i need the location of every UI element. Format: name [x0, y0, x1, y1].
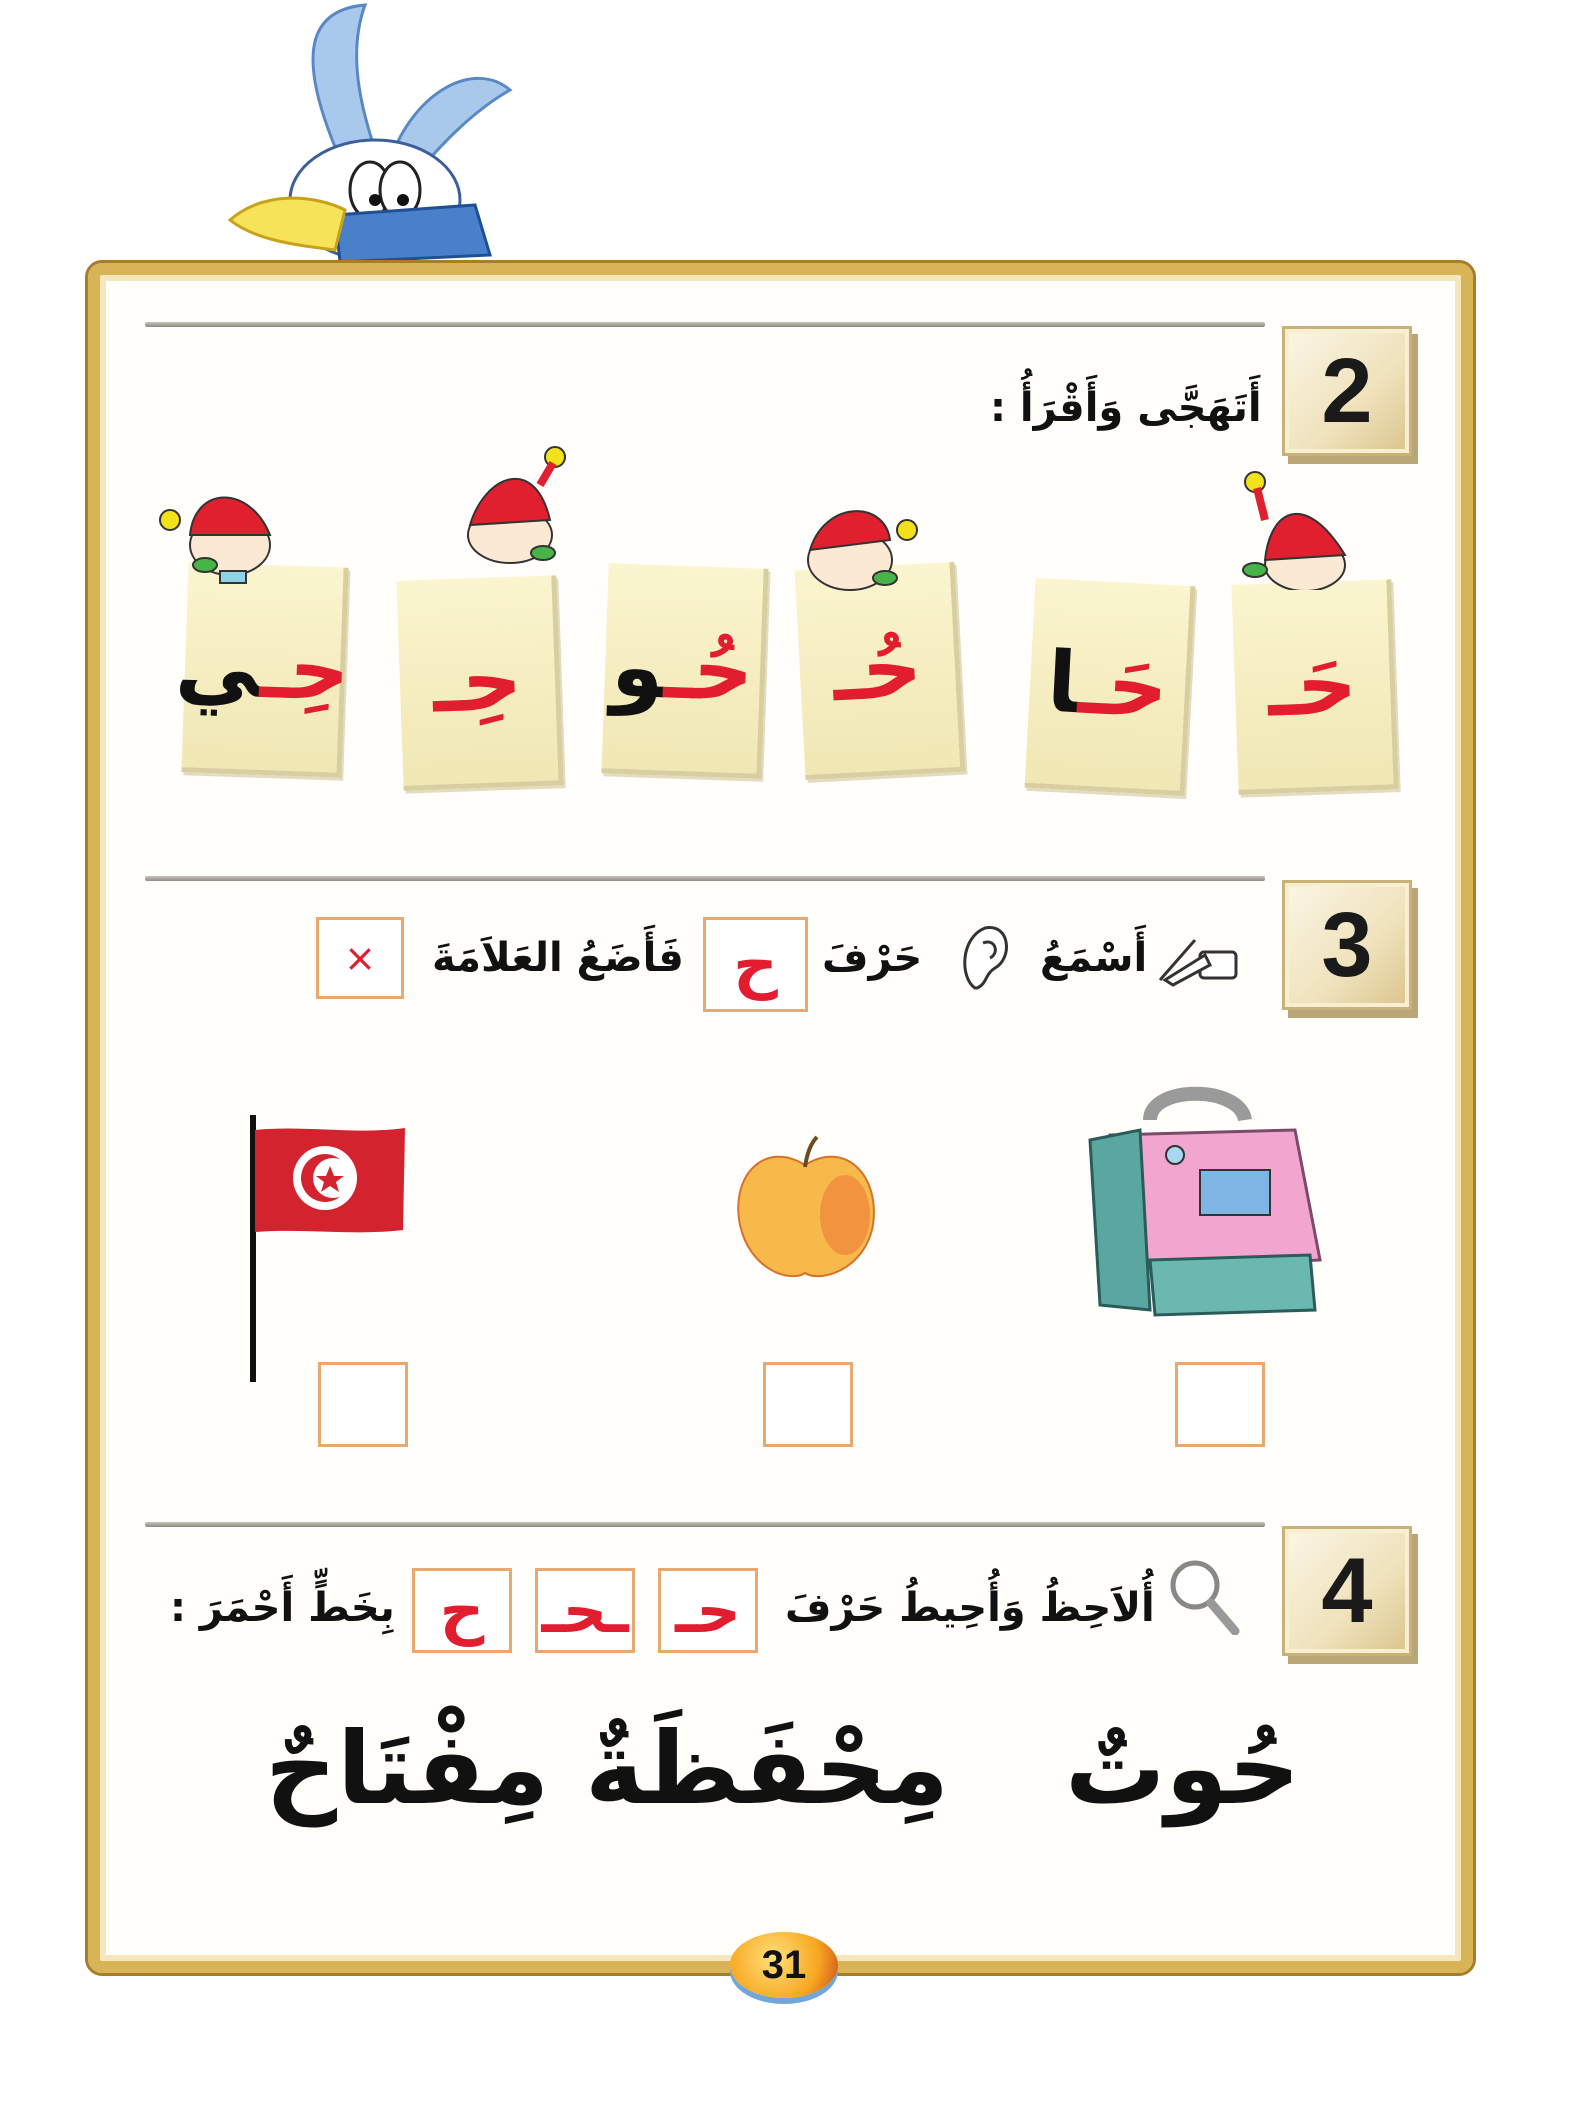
- flag-checkbox[interactable]: [318, 1362, 408, 1447]
- section-4-color-label: بِخَطٍّ أَحْمَرَ :: [170, 1585, 395, 1631]
- syllable-vowel: و: [609, 616, 667, 717]
- section-2-instruction: أَتَهَجَّى وَأَقْرَأُ :: [990, 385, 1262, 431]
- syllable-letter: حَـ: [1076, 633, 1171, 737]
- syllable-letter: حُـ: [830, 617, 925, 720]
- gnome-icon: [455, 445, 585, 565]
- syllable-letter: حُـ: [662, 618, 756, 720]
- practice-word: حُوتٌ: [1065, 1710, 1301, 1827]
- mark-example-box: [316, 917, 404, 999]
- rabbit-mascot-illustration: [215, 0, 515, 270]
- magnifier-icon: [1165, 1555, 1240, 1635]
- letter-form: ـحـ: [541, 1573, 629, 1647]
- section-2-number: 2: [1282, 326, 1412, 456]
- section-3-listen-label: أَسْمَعُ: [1040, 935, 1148, 981]
- gnome-icon: [1235, 470, 1365, 590]
- syllable-card: [173, 562, 352, 777]
- syllable-letter: حَـ: [1266, 634, 1359, 736]
- schoolbag-checkbox[interactable]: [1175, 1362, 1265, 1447]
- gnome-icon: [795, 480, 925, 600]
- syllable-vowel: ا: [1044, 632, 1082, 732]
- syllable-letter: حِـ: [258, 618, 352, 720]
- letter-form: حـ: [675, 1573, 741, 1647]
- section-4-number: 4: [1282, 1526, 1412, 1656]
- section-2-divider: [145, 322, 1265, 327]
- letter-form: ح: [439, 1573, 485, 1647]
- page-number: 31: [730, 1932, 838, 1998]
- schoolbag-image: [1080, 1080, 1330, 1320]
- syllable-card: [1231, 579, 1398, 794]
- letter-form-box: [535, 1568, 635, 1653]
- close-icon: ×: [344, 936, 376, 980]
- tunisian-flag-image: [245, 1110, 410, 1385]
- gnome-icon: [155, 465, 285, 585]
- syllable-card: [601, 563, 768, 778]
- practice-word: مِفْتَاحٌ: [265, 1710, 550, 1827]
- syllable-letter: حِـ: [431, 630, 524, 732]
- syllable-vowel: ي: [173, 615, 263, 717]
- syllable-card: [396, 575, 563, 790]
- section-3-letter-label: حَرْفَ: [822, 935, 923, 981]
- apple-checkbox[interactable]: [763, 1362, 853, 1447]
- practice-word: مِحْفَظَةٌ: [585, 1710, 950, 1827]
- letter-form-box: [412, 1568, 512, 1653]
- section-4-observe-label: أُلاَحِظُ وَأُحِيطُ حَرْفَ: [785, 1585, 1155, 1631]
- section-3-mark-label: فَأَضَعُ العَلاَمَةَ: [432, 935, 684, 981]
- apple-image: [725, 1135, 885, 1285]
- section-3-divider: [145, 876, 1265, 881]
- pencil-hand-icon: [1155, 930, 1240, 990]
- letter-form-box: [658, 1568, 758, 1653]
- ear-icon: [955, 918, 1015, 998]
- section-3-number: 3: [1282, 880, 1412, 1010]
- section-4-divider: [145, 1522, 1265, 1527]
- target-letter-box: [703, 917, 808, 1012]
- syllable-card: [1025, 578, 1196, 796]
- target-letter: ح: [733, 927, 778, 1001]
